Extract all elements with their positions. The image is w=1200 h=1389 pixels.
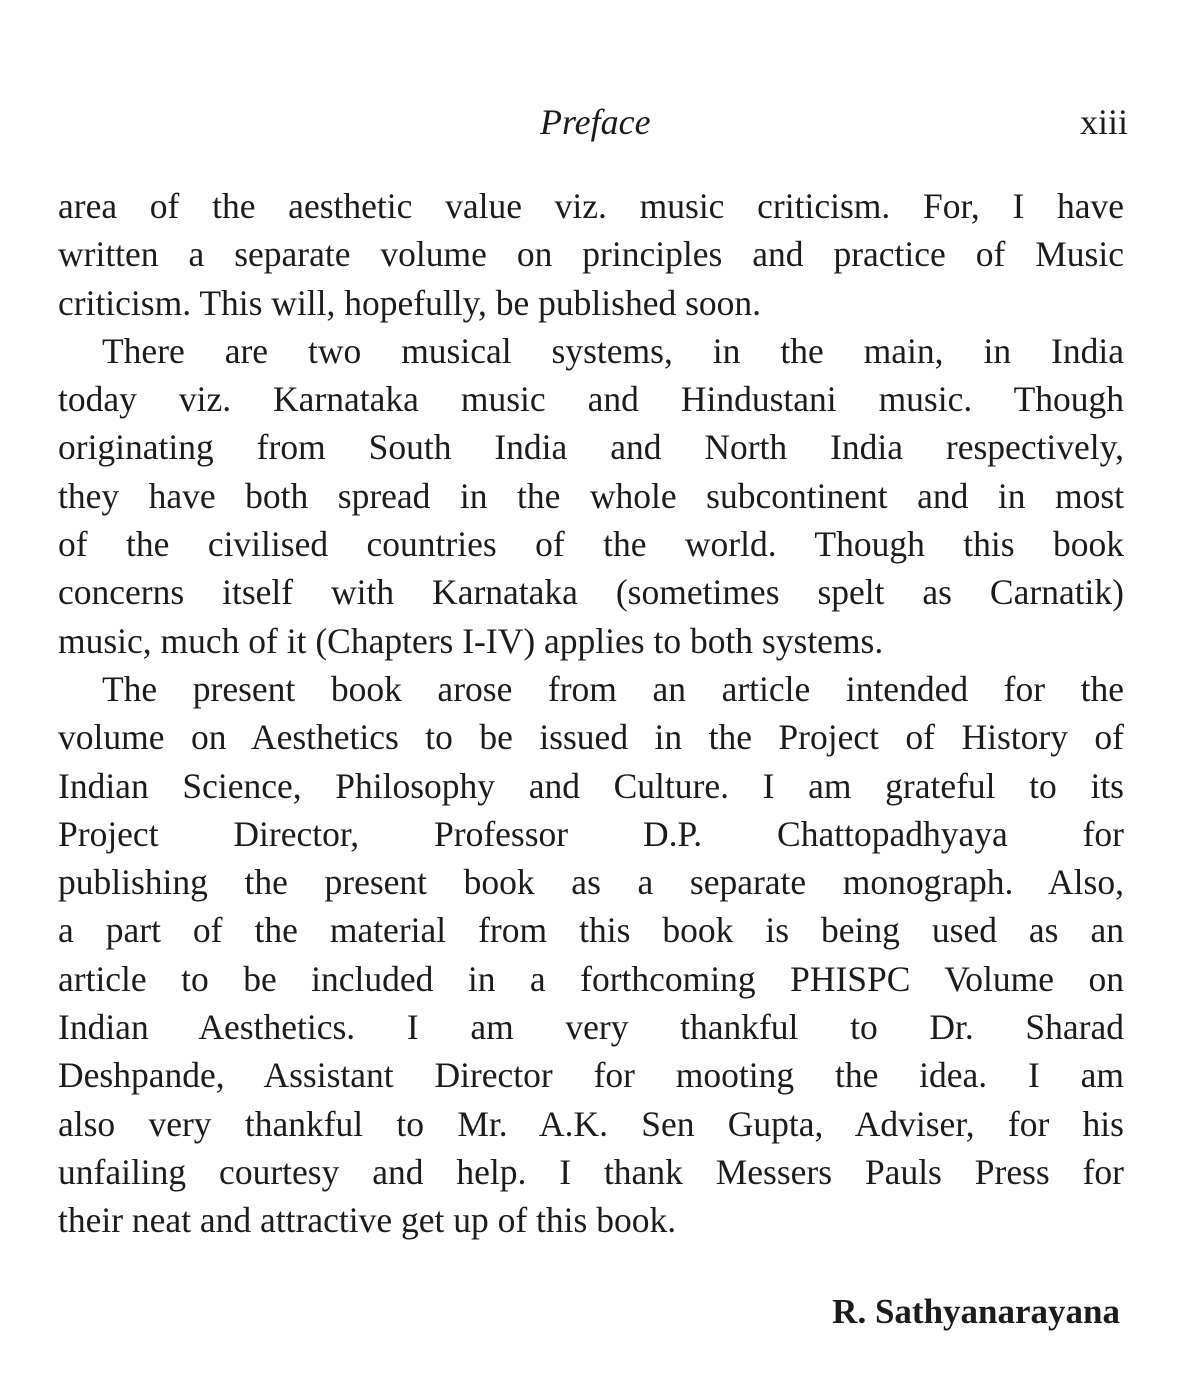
text-line: concerns itself with Karnataka (sometimes spelt as Carnatik): [58, 572, 1124, 613]
text-line: Deshpande, Assistant Director for mooting the idea. I am: [58, 1055, 1124, 1096]
text-line: Project Director, Professor D.P. Chattopadhyaya for: [58, 813, 1124, 854]
text-line: article to be included in a forthcoming PHISPC Volume on: [58, 958, 1124, 999]
text-line: Indian Aesthetics. I am very thankful to Dr. Sharad: [58, 1007, 1124, 1048]
author-signature: R. Sathyanarayana: [832, 1292, 1120, 1331]
running-head: [0, 100, 1200, 150]
text-line: written a separate volume on principles and practice of Music: [58, 234, 1124, 275]
paragraph: [58, 182, 1124, 327]
text-line: unfailing courtesy and help. I thank Messers Pauls Press for: [58, 1151, 1124, 1192]
text-line: their neat and attractive get up of this book.: [58, 1200, 677, 1241]
text-line: originating from South India and North India respectively,: [58, 427, 1124, 468]
text-line: of the civilised countries of the world. Though this book: [58, 524, 1124, 565]
text-line: volume on Aesthetics to be issued in the Project of History of: [58, 717, 1124, 758]
text-line: today viz. Karnataka music and Hindustani music. Though: [58, 379, 1124, 420]
text-line: also very thankful to Mr. A.K. Sen Gupta, Adviser, for his: [58, 1103, 1124, 1144]
text-line: criticism. This will, hopefully, be published soon.: [58, 282, 762, 323]
body-text: [58, 182, 1124, 1245]
text-line: music, much of it (Chapters I-IV) applies to both systems.: [58, 620, 884, 661]
running-title: Preface: [540, 102, 651, 142]
text-line: There are two musical systems, in the main, in India: [102, 330, 1124, 371]
page-number: xiii: [1079, 102, 1128, 142]
text-line: area of the aesthetic value viz. music criticism. For, I have: [58, 186, 1124, 226]
text-line: Indian Science, Philosophy and Culture. I am grateful to its: [58, 765, 1124, 806]
text-line: they have both spread in the whole subcontinent and in most: [58, 475, 1124, 516]
text-line: The present book arose from an article intended for the: [102, 668, 1124, 709]
paragraph: [58, 665, 1124, 1245]
text-line: publishing the present book as a separate monograph. Also,: [58, 862, 1124, 903]
paragraph: [58, 327, 1124, 665]
text-line: a part of the material from this book is being used as an: [58, 910, 1124, 951]
